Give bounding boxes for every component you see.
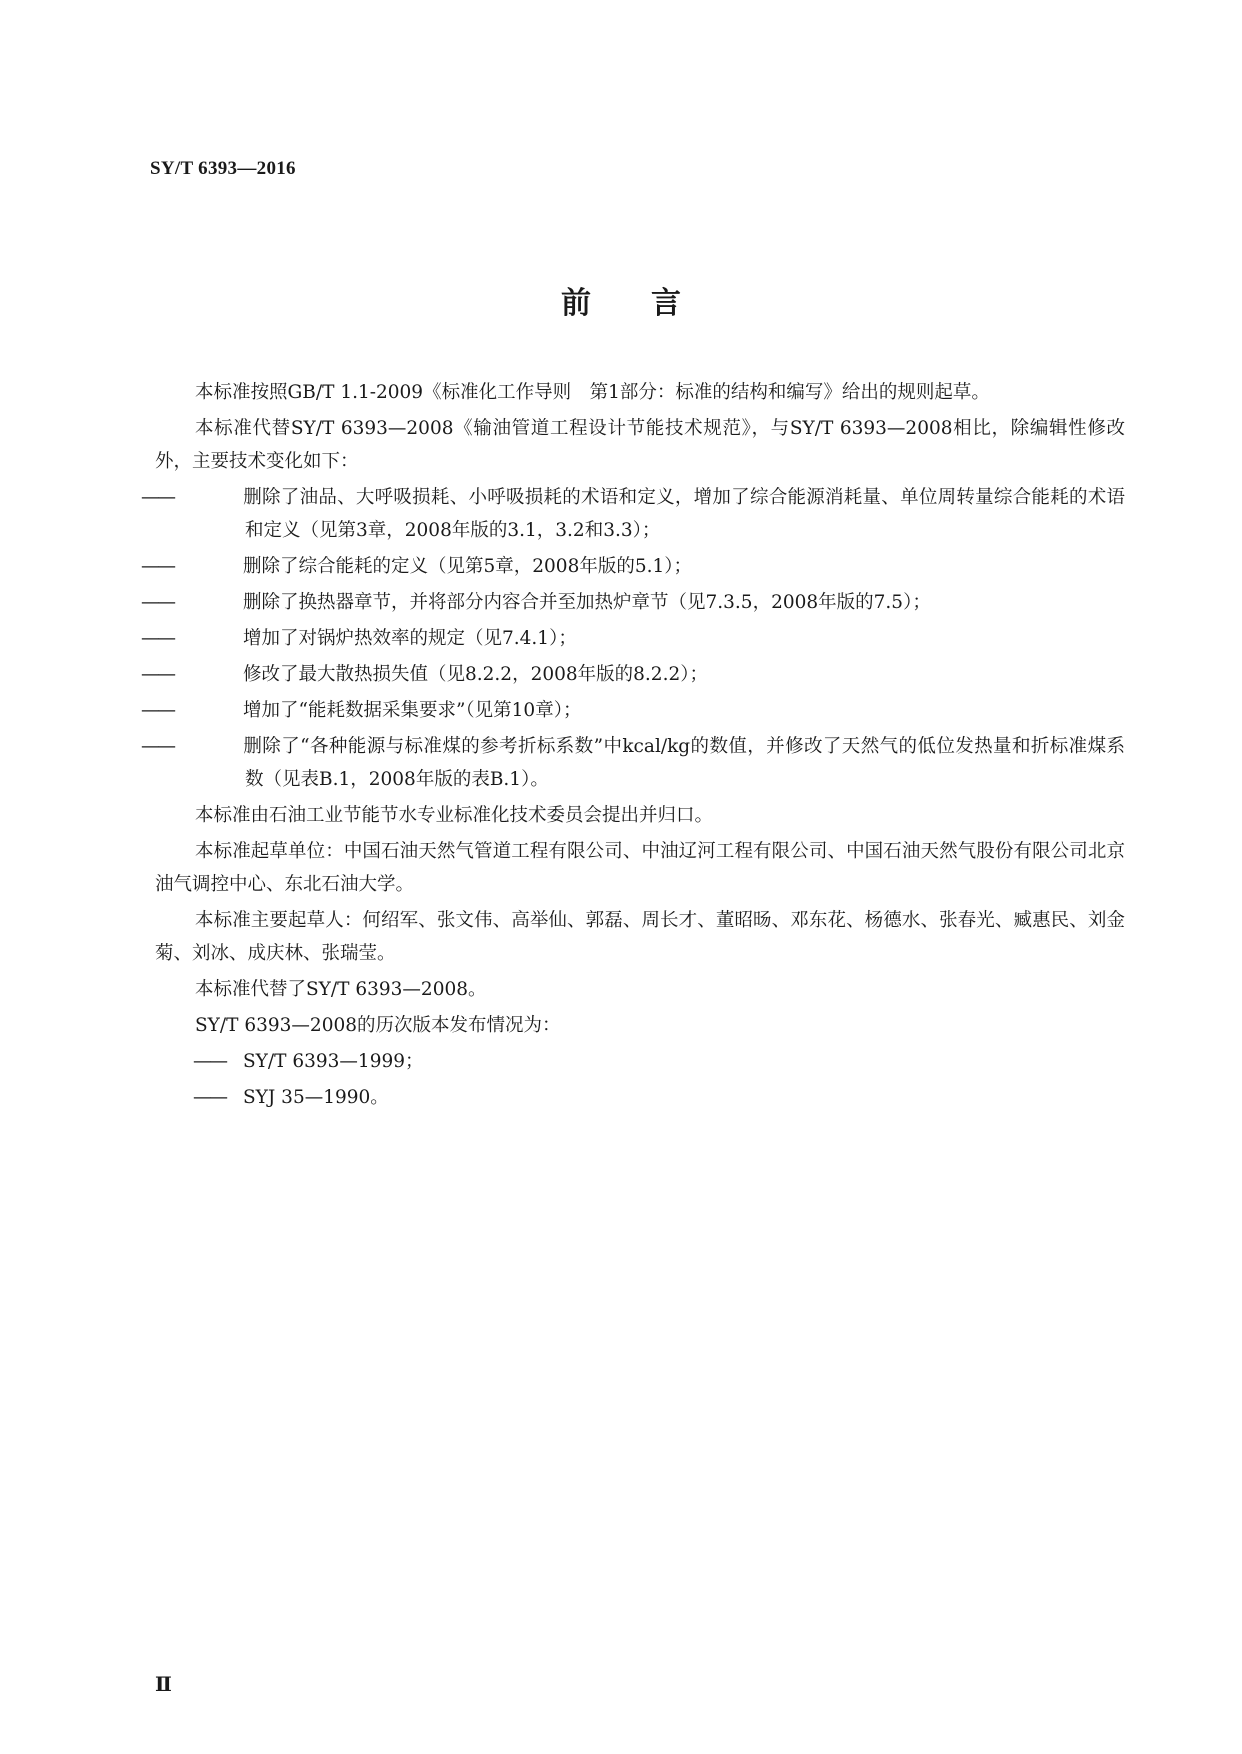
change-item-text: 增加了“能耗数据采集要求”（见第10章）； xyxy=(243,700,582,721)
preface-body xyxy=(141,376,1125,1117)
change-item-text: 增加了对锅炉热效率的规定（见7.4.1）； xyxy=(243,628,577,649)
paragraph-replacement: 本标准代替SY/T 6393—2008《输油管道工程设计节能技术规范》，与SY/T 6393—2008相比，除编辑性修改外，主要技术变化如下： xyxy=(155,418,1125,472)
history-item xyxy=(155,1045,1125,1078)
change-item xyxy=(141,658,1125,691)
change-item-text: 删除了换热器章节，并将部分内容合并至加热炉章节（见7.3.5，2008年版的7.5）； xyxy=(243,592,931,613)
dash-mark: —— xyxy=(193,1087,226,1108)
history-item-text: SY/T 6393—1999； xyxy=(243,1051,424,1072)
dash-mark: —— xyxy=(141,487,174,508)
paragraph-drafting-rules: 本标准按照GB/T 1.1-2009《标准化工作导则 第1部分：标准的结构和编写》给出的规则起草。 xyxy=(195,382,990,403)
paragraph-drafting-units: 本标准起草单位：中国石油天然气管道工程有限公司、中油辽河工程有限公司、中国石油天然气股份有限公司北京油气调控中心、东北石油大学。 xyxy=(155,841,1125,895)
change-item xyxy=(141,550,1125,583)
change-item-text: 删除了油品、大呼吸损耗、小呼吸损耗的术语和定义，增加了综合能源消耗量、单位周转量综合能耗的术语和定义（见第3章，2008年版的3.1，3.2和3.3）； xyxy=(243,487,1125,541)
history-item xyxy=(155,1081,1125,1114)
paragraph-history-intro: SY/T 6393—2008的历次版本发布情况为： xyxy=(195,1015,561,1036)
change-item-text: 删除了“各种能源与标准煤的参考折标系数”中kcal/kg的数值，并修改了天然气的低位发热量和折标准煤系数（见表B.1，2008年版的表B.1）。 xyxy=(243,736,1125,790)
dash-mark: —— xyxy=(141,736,174,757)
page-number: Ⅱ xyxy=(155,1674,172,1696)
dash-mark: —— xyxy=(141,664,174,685)
dash-mark: —— xyxy=(141,556,174,577)
page-title: 前言 xyxy=(561,286,741,321)
dash-mark: —— xyxy=(193,1051,226,1072)
change-item xyxy=(141,622,1125,655)
change-item xyxy=(141,694,1125,727)
paragraph-drafters: 本标准主要起草人：何绍军、张文伟、高举仙、郭磊、周长才、董昭旸、邓东花、杨德水、张春光、臧惠民、刘金菊、刘冰、成庆林、张瑞莹。 xyxy=(155,910,1125,964)
change-item xyxy=(141,730,1125,796)
change-item xyxy=(141,481,1125,547)
dash-mark: —— xyxy=(141,628,174,649)
change-item-text: 删除了综合能耗的定义（见第5章，2008年版的5.1）； xyxy=(243,556,693,577)
dash-mark: —— xyxy=(141,700,174,721)
history-item-text: SYJ 35—1990。 xyxy=(243,1087,389,1108)
paragraph-supersedes: 本标准代替了SY/T 6393—2008。 xyxy=(195,979,487,1000)
change-item-text: 修改了最大散热损失值（见8.2.2，2008年版的8.2.2）； xyxy=(243,664,708,685)
change-item xyxy=(141,586,1125,619)
document-code: SY/T 6393—2016 xyxy=(150,158,296,179)
dash-mark: —— xyxy=(141,592,174,613)
paragraph-proposer: 本标准由石油工业节能节水专业标准化技术委员会提出并归口。 xyxy=(195,805,714,826)
